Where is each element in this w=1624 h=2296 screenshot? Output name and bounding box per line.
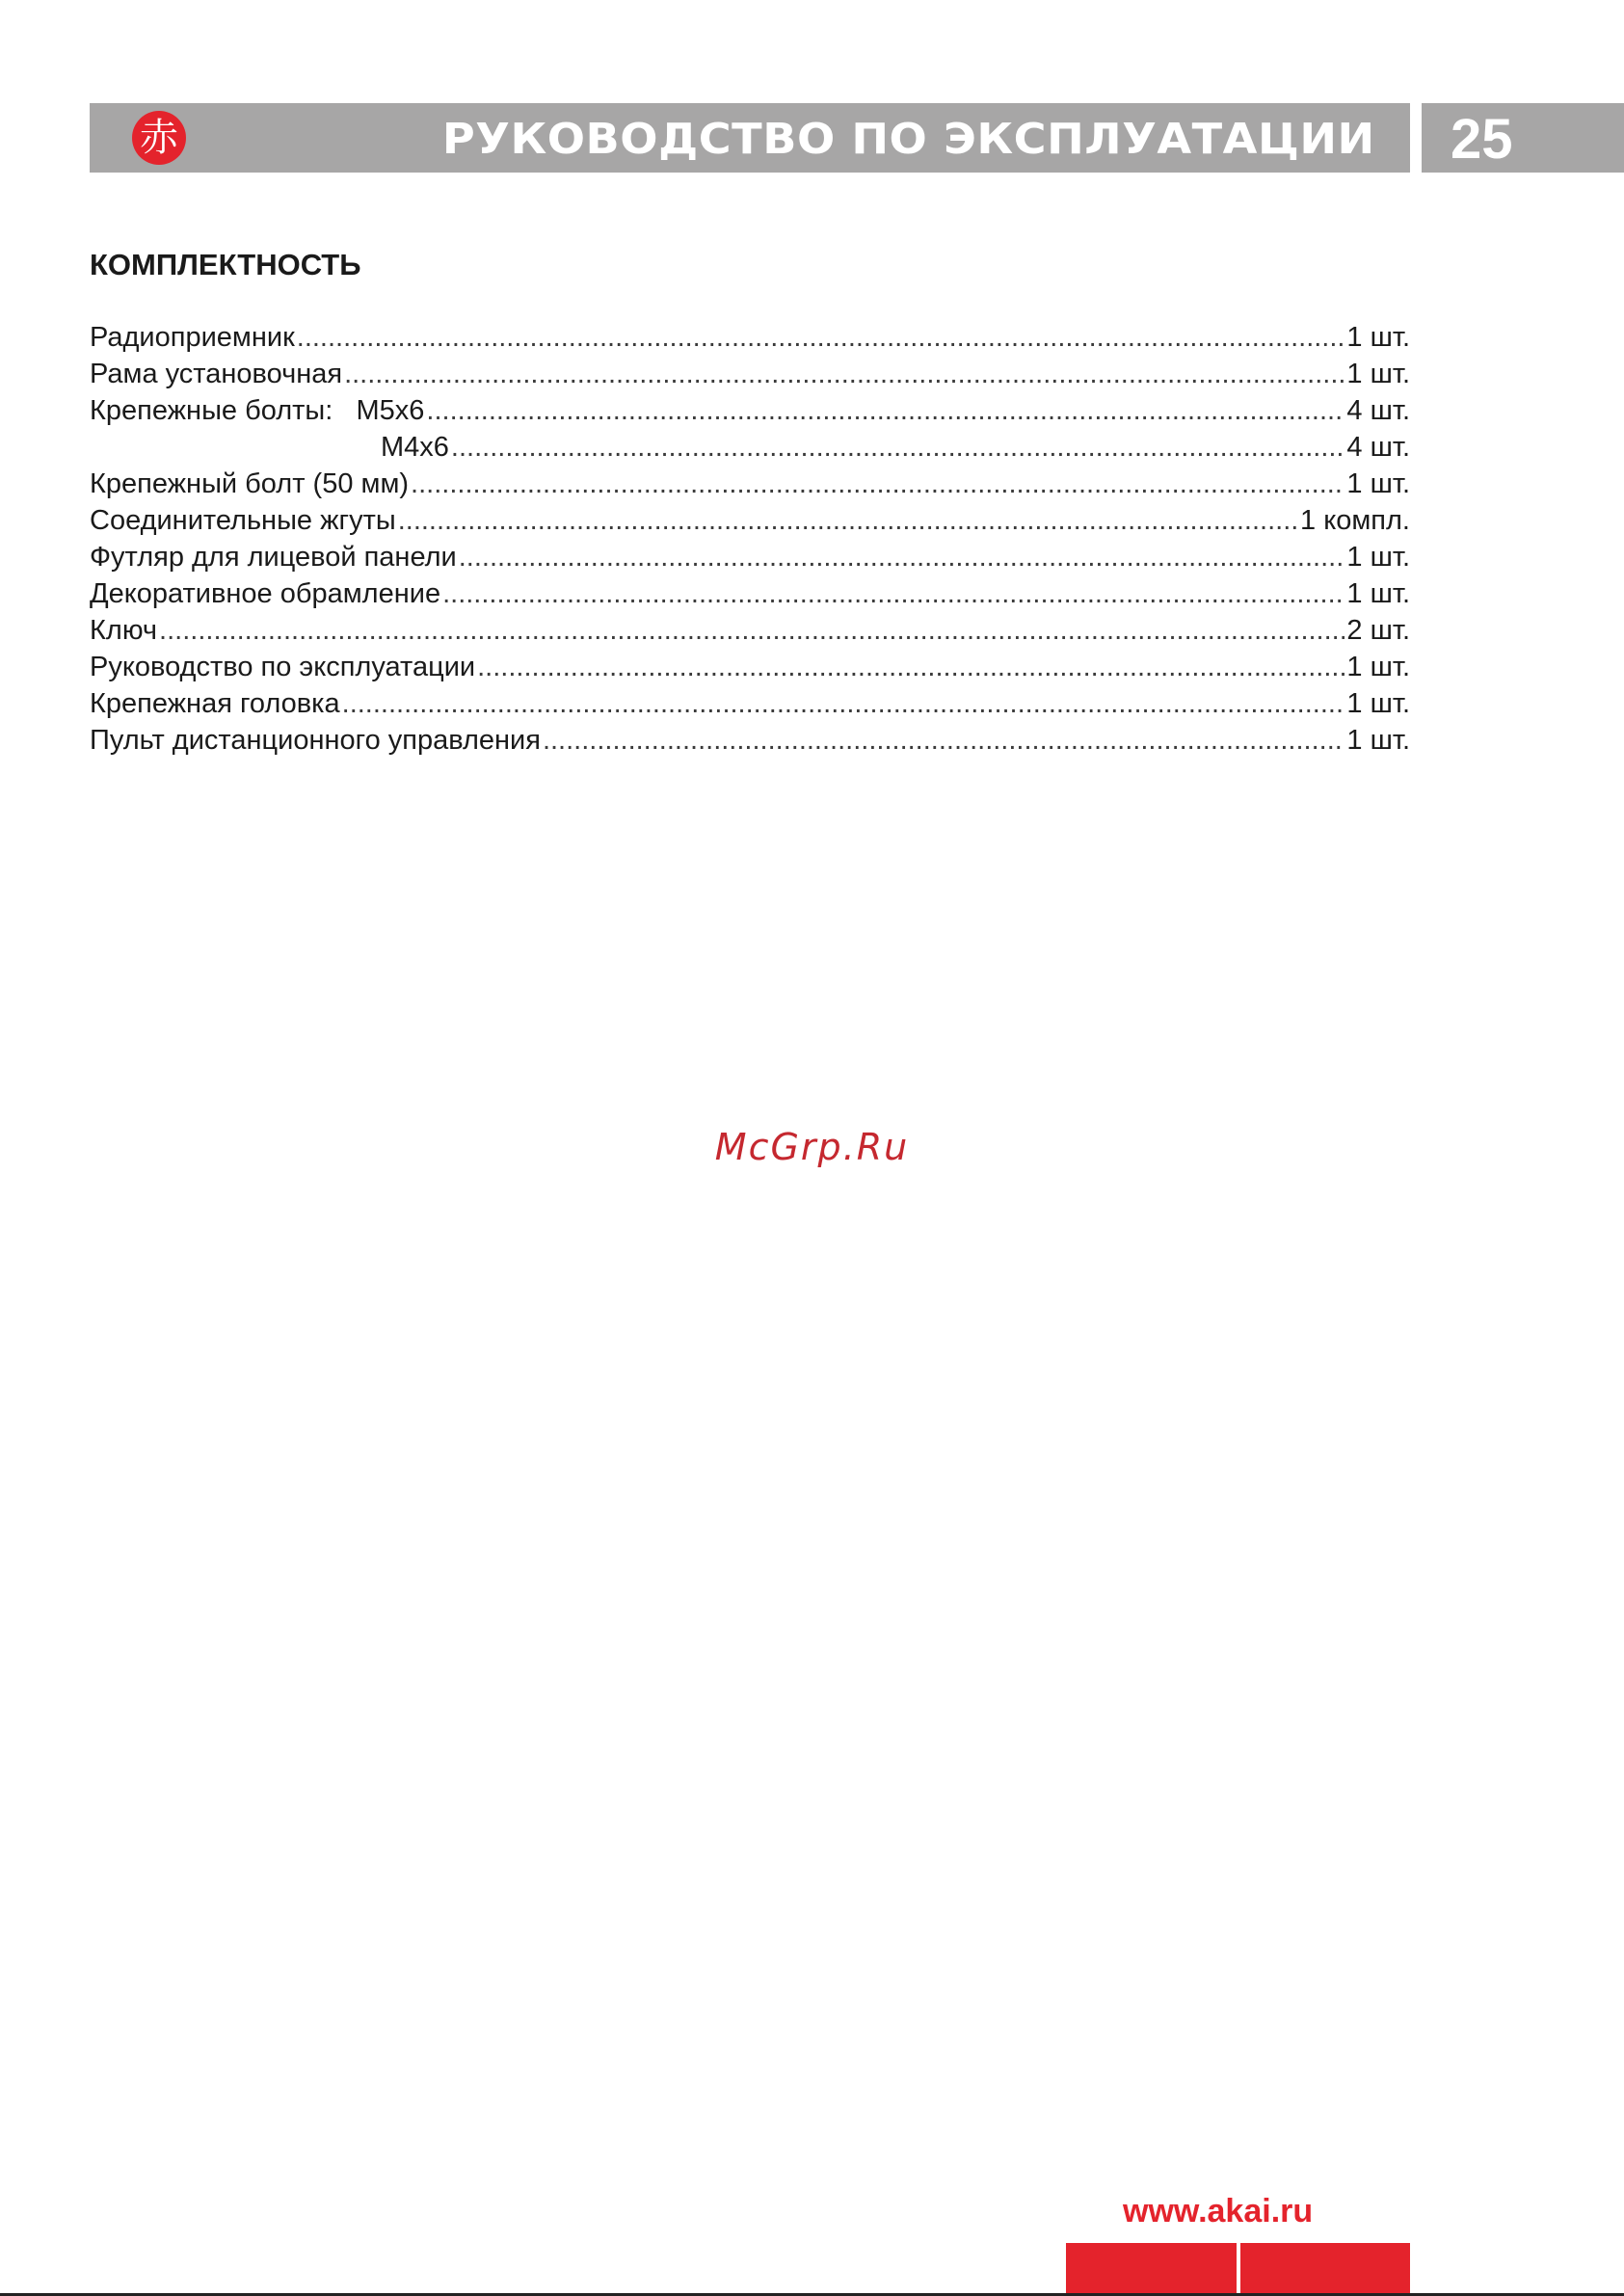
list-item [90, 392, 1410, 429]
dot-leader [297, 319, 1345, 356]
brand-logo: 赤 [132, 111, 186, 165]
list-item [90, 502, 1410, 539]
list-item [90, 612, 1410, 649]
page-number: 25 [1451, 108, 1513, 171]
dot-leader [543, 722, 1344, 759]
dot-leader [459, 539, 1345, 575]
list-item [90, 319, 1410, 356]
dot-leader [451, 429, 1345, 466]
item-label: Крепежные болты: M5x6 [90, 395, 425, 426]
footer-accent-block [1240, 2243, 1410, 2296]
list-item [90, 356, 1410, 392]
list-item [90, 649, 1410, 685]
watermark: McGrp.Ru [714, 1126, 910, 1168]
item-quantity: 1 шт. [1346, 542, 1410, 573]
item-quantity: 1 шт. [1346, 578, 1410, 609]
dot-leader [342, 685, 1345, 722]
dot-leader [411, 466, 1344, 502]
dot-leader [477, 649, 1344, 685]
item-quantity: 1 шт. [1346, 725, 1410, 756]
dot-leader [344, 356, 1344, 392]
dot-leader [398, 502, 1298, 539]
item-label: Соединительные жгуты [90, 505, 396, 536]
item-label: Рама установочная [90, 359, 343, 389]
item-quantity: 1 шт. [1346, 688, 1410, 719]
list-item [90, 575, 1410, 612]
item-label: Руководство по эксплуатации [90, 652, 476, 682]
item-label: Радиоприемник [90, 322, 295, 353]
dot-leader [426, 392, 1344, 429]
list-item [90, 466, 1410, 502]
list-item [90, 722, 1410, 759]
list-item [90, 539, 1410, 575]
item-label: Декоративное обрамление [90, 578, 441, 609]
manual-title: РУКОВОДСТВО ПО ЭКСПЛУАТАЦИИ [442, 115, 1375, 164]
list-item [90, 429, 1410, 466]
dot-leader [442, 575, 1344, 612]
item-quantity: 4 шт. [1346, 395, 1410, 426]
page-number-box [1422, 103, 1624, 173]
item-label: Ключ [90, 615, 158, 646]
list-item [90, 685, 1410, 722]
footer-url[interactable]: www.akai.ru [1123, 2193, 1314, 2229]
item-quantity: 1 шт. [1346, 322, 1410, 353]
item-label: M4x6 [381, 432, 449, 463]
item-quantity: 2 шт. [1346, 615, 1410, 646]
dot-leader [159, 612, 1344, 649]
item-label: Крепежный болт (50 мм) [90, 468, 410, 499]
item-quantity: 1 шт. [1346, 359, 1410, 389]
item-quantity: 4 шт. [1346, 432, 1410, 463]
item-label: Футляр для лицевой панели [90, 542, 457, 573]
footer-accent-block [1066, 2243, 1237, 2296]
package-contents-list [90, 319, 1410, 759]
item-label: Пульт дистанционного управления [90, 725, 541, 756]
item-quantity: 1 шт. [1346, 468, 1410, 499]
item-quantity: 1 компл. [1300, 505, 1410, 536]
header-bar [90, 103, 1410, 173]
item-label: Крепежная головка [90, 688, 340, 719]
item-quantity: 1 шт. [1346, 652, 1410, 682]
section-title: КОМПЛЕКТНОСТЬ [90, 248, 361, 281]
